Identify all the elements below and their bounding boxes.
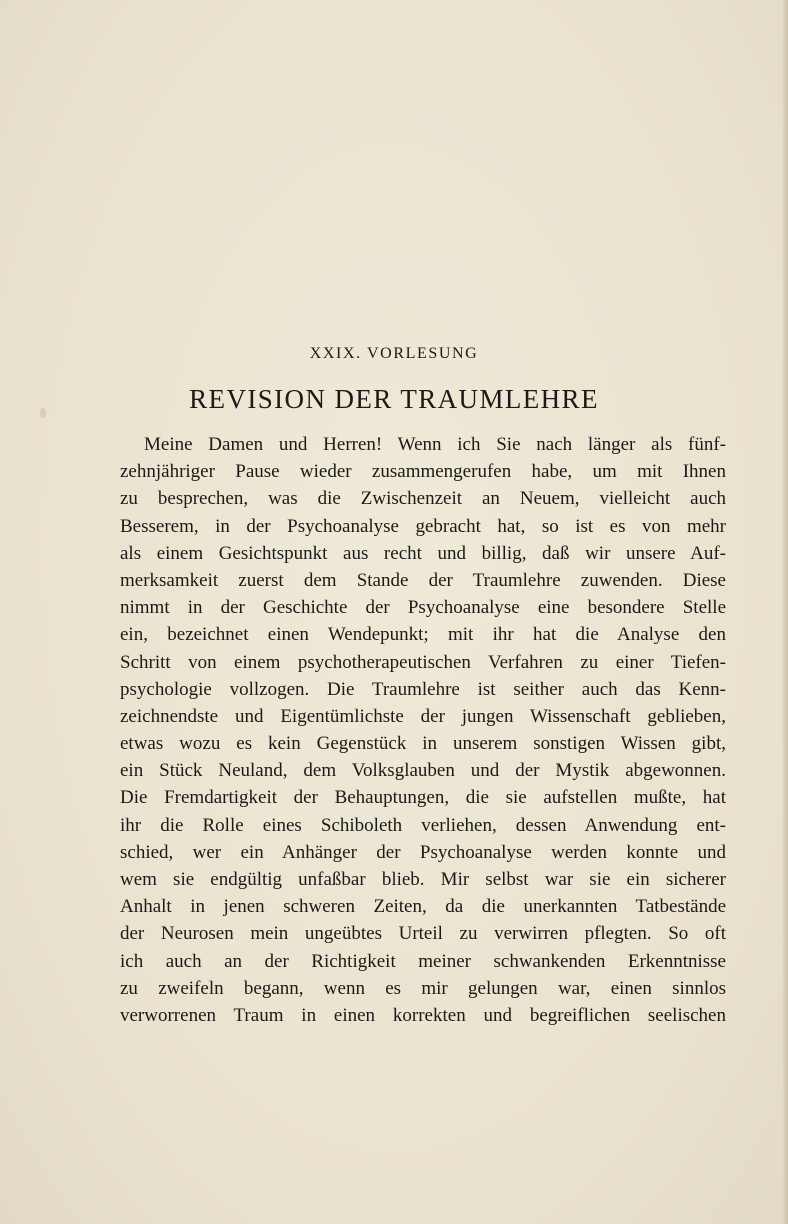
text-line: Die Fremdartigkeit der Behauptungen, die sie aufstellen mußte, hat bbox=[120, 787, 726, 809]
text-line: wem sie endgültig unfaßbar blieb. Mir selbst war sie ein sicherer bbox=[120, 869, 726, 890]
text-line: merksamkeit zuerst dem Stande der Traumlehre zuwenden. Diese bbox=[120, 569, 726, 591]
text-line: etwas wozu es kein Gegenstück in unserem sonstigen Wissen gibt, bbox=[120, 733, 726, 755]
text-line: Schritt von einem psychotherapeutischen Verfahren zu einer Tiefen- bbox=[120, 651, 726, 673]
text-line: ich auch an der Richtigkeit meiner schwankenden Erkenntnisse bbox=[120, 950, 726, 972]
text-line: ein, bezeichnet einen Wendepunkt; mit ihr hat die Analyse den bbox=[120, 624, 726, 646]
text-line: zu besprechen, was die Zwischenzeit an Neuem, vielleicht auch bbox=[120, 488, 726, 510]
text-line: zu zweifeln begann, wenn es mir gelungen war, einen sinnlos bbox=[120, 977, 726, 999]
page-title: REVISION DER TRAUMLEHRE bbox=[189, 384, 599, 414]
text-line: zehnjähriger Pause wieder zusammengerufen habe, um mit Ihnen bbox=[120, 461, 726, 483]
text-line: ein Stück Neuland, dem Volksglauben und der Mystik abgewonnen. bbox=[120, 760, 726, 782]
text-line: schied, wer ein Anhänger der Psychoanalyse werden konnte und bbox=[120, 841, 726, 863]
text-line: der Neurosen mein ungeübtes Urteil zu verwirren pflegten. So oft bbox=[120, 923, 726, 945]
text-line: zeichnendste und Eigentümlichste der jungen Wissenschaft geblieben, bbox=[120, 705, 726, 727]
page-edge-shadow bbox=[782, 0, 788, 1224]
body-text bbox=[120, 431, 726, 1029]
text-line: Meine Damen und Herren! Wenn ich Sie nach länger als fünf- bbox=[144, 434, 726, 455]
chapter-heading: XXIX. VORLESUNG bbox=[309, 345, 479, 362]
text-line: Besserem, in der Psychoanalyse gebracht hat, so ist es von mehr bbox=[120, 515, 726, 537]
text-line: ihr die Rolle eines Schiboleth verliehen, dessen Anwendung ent- bbox=[120, 814, 726, 836]
text-line: verworrenen Traum in einen korrekten und begreiflichen seelischen bbox=[120, 1004, 726, 1026]
text-line: nimmt in der Geschichte der Psychoanalyse eine besondere Stelle bbox=[120, 597, 726, 619]
text-line: psychologie vollzogen. Die Traumlehre ist seither auch das Kenn- bbox=[120, 678, 726, 700]
text-line: Anhalt in jenen schweren Zeiten, da die unerkannten Tatbestände bbox=[120, 896, 726, 918]
text-line: als einem Gesichtspunkt aus recht und billig, daß wir unsere Auf- bbox=[120, 542, 726, 564]
